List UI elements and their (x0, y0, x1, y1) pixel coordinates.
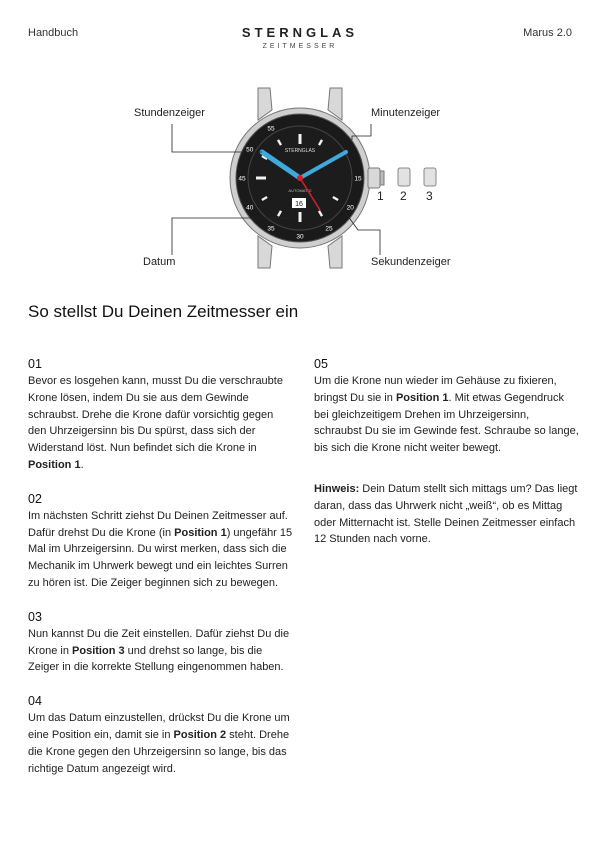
position-3-label: 3 (426, 189, 433, 203)
dial-sub-text: AUTOMATIC (288, 188, 312, 193)
bezel-number: 15 (354, 175, 362, 183)
step-01 (28, 356, 293, 474)
date-value: 16 (295, 201, 303, 208)
position-1-label: 1 (377, 189, 384, 203)
bezel-number: 20 (346, 204, 354, 212)
brand-name: STERNGLAS (241, 25, 359, 40)
instructions-column-right (314, 356, 579, 565)
step-04 (28, 693, 293, 777)
brand-logo (0, 25, 600, 50)
bezel-number: 40 (246, 204, 254, 212)
dial-brand-text: STERNGLAS (284, 148, 316, 154)
crown-position-2-icon (398, 168, 410, 186)
step-text: Im nächsten Schritt ziehst Du Deinen Zeitmesser auf. Dafür drehst Du die Krone (in Position 1) ungefähr 15 Mal im Uhrzeigersinn. Du wirst merken, dass sich die Mechanik im Uhrwerk bewegt und ein leichtes Surren zu hören ist. Die Zeiger beginnen sich zu bewegen. (28, 509, 293, 589)
header-left-label: Handbuch (28, 27, 79, 39)
header-right-label: Marus 2.0 (523, 27, 572, 39)
label-hour-hand: Stundenzeiger (134, 107, 205, 119)
label-date: Datum (143, 256, 176, 268)
step-number: 04 (28, 694, 42, 709)
bezel-number: 25 (325, 225, 333, 233)
step-text: Um die Krone nun wieder im Gehäuse zu fixieren, bringst Du sie in Position 1. Mit etwas Gegendruck bei gleichzeitigem Drehen im Uhrzeigersinn, schraubst Du sie im Gewinde fest. Schraube so lange, bis sich die Krone nicht weiter bewegt. (314, 375, 579, 455)
crown-icon (368, 168, 380, 188)
watch-illustration (0, 80, 600, 280)
hint-label: Hinweis: (314, 482, 360, 495)
label-second-hand: Sekundenzeiger (371, 256, 451, 268)
position-2-label: 2 (400, 189, 407, 203)
step-text: Um das Datum einzustellen, drückst Du die Krone um eine Position ein, damit sie in Position 2 steht. Drehe die Krone gegen den Uhrzeigersinn so lange, bis das richtige Datum angezeigt wird. (28, 712, 290, 775)
step-03 (28, 609, 293, 676)
step-number: 05 (314, 357, 328, 371)
bezel-number: 50 (246, 146, 254, 154)
step-text: Nun kannst Du die Zeit einstellen. Dafür ziehst Du die Krone in Position 3 und drehst so lange, bis die Zeiger in die korrekte Stellung eingenommen haben. (28, 627, 290, 674)
watch-diagram (0, 80, 600, 280)
step-05 (314, 356, 579, 457)
instructions-column-left (28, 356, 293, 794)
step-number: 01 (28, 357, 42, 371)
hint-text: Hinweis: Dein Datum stellt sich mittags um? Das liegt daran, dass das Uhrwerk nicht „weiß“, ob es Mittag oder Mitternacht ist. Stelle Deinen Zeitmesser einfach 12 Stunden nach vorne. (314, 482, 578, 546)
step-number: 03 (28, 609, 42, 624)
label-minute-hand: Minutenzeiger (371, 107, 441, 119)
step-text: Bevor es losgehen kann, musst Du die verschraubte Krone lösen, indem Du sie aus dem Gewinde schraubst. Drehe die Krone dafür vorsichtig gegen den Uhrzeigersinn bis Du spürst, dass sich der Widerstand löst. Nun befindet sich die Krone in Position 1. (28, 375, 283, 471)
step-02 (28, 491, 293, 592)
page-title: So stellst Du Deinen Zeitmesser ein (28, 302, 299, 321)
bezel-number: 55 (267, 125, 275, 133)
bezel-number: 35 (267, 225, 275, 233)
crown-position-3-icon (424, 168, 436, 186)
bezel-number: 45 (238, 175, 246, 183)
hint-note (314, 481, 579, 548)
bezel-number: 30 (296, 233, 304, 241)
step-number: 02 (28, 491, 42, 506)
brand-subtitle: ZEITMESSER (262, 43, 338, 50)
